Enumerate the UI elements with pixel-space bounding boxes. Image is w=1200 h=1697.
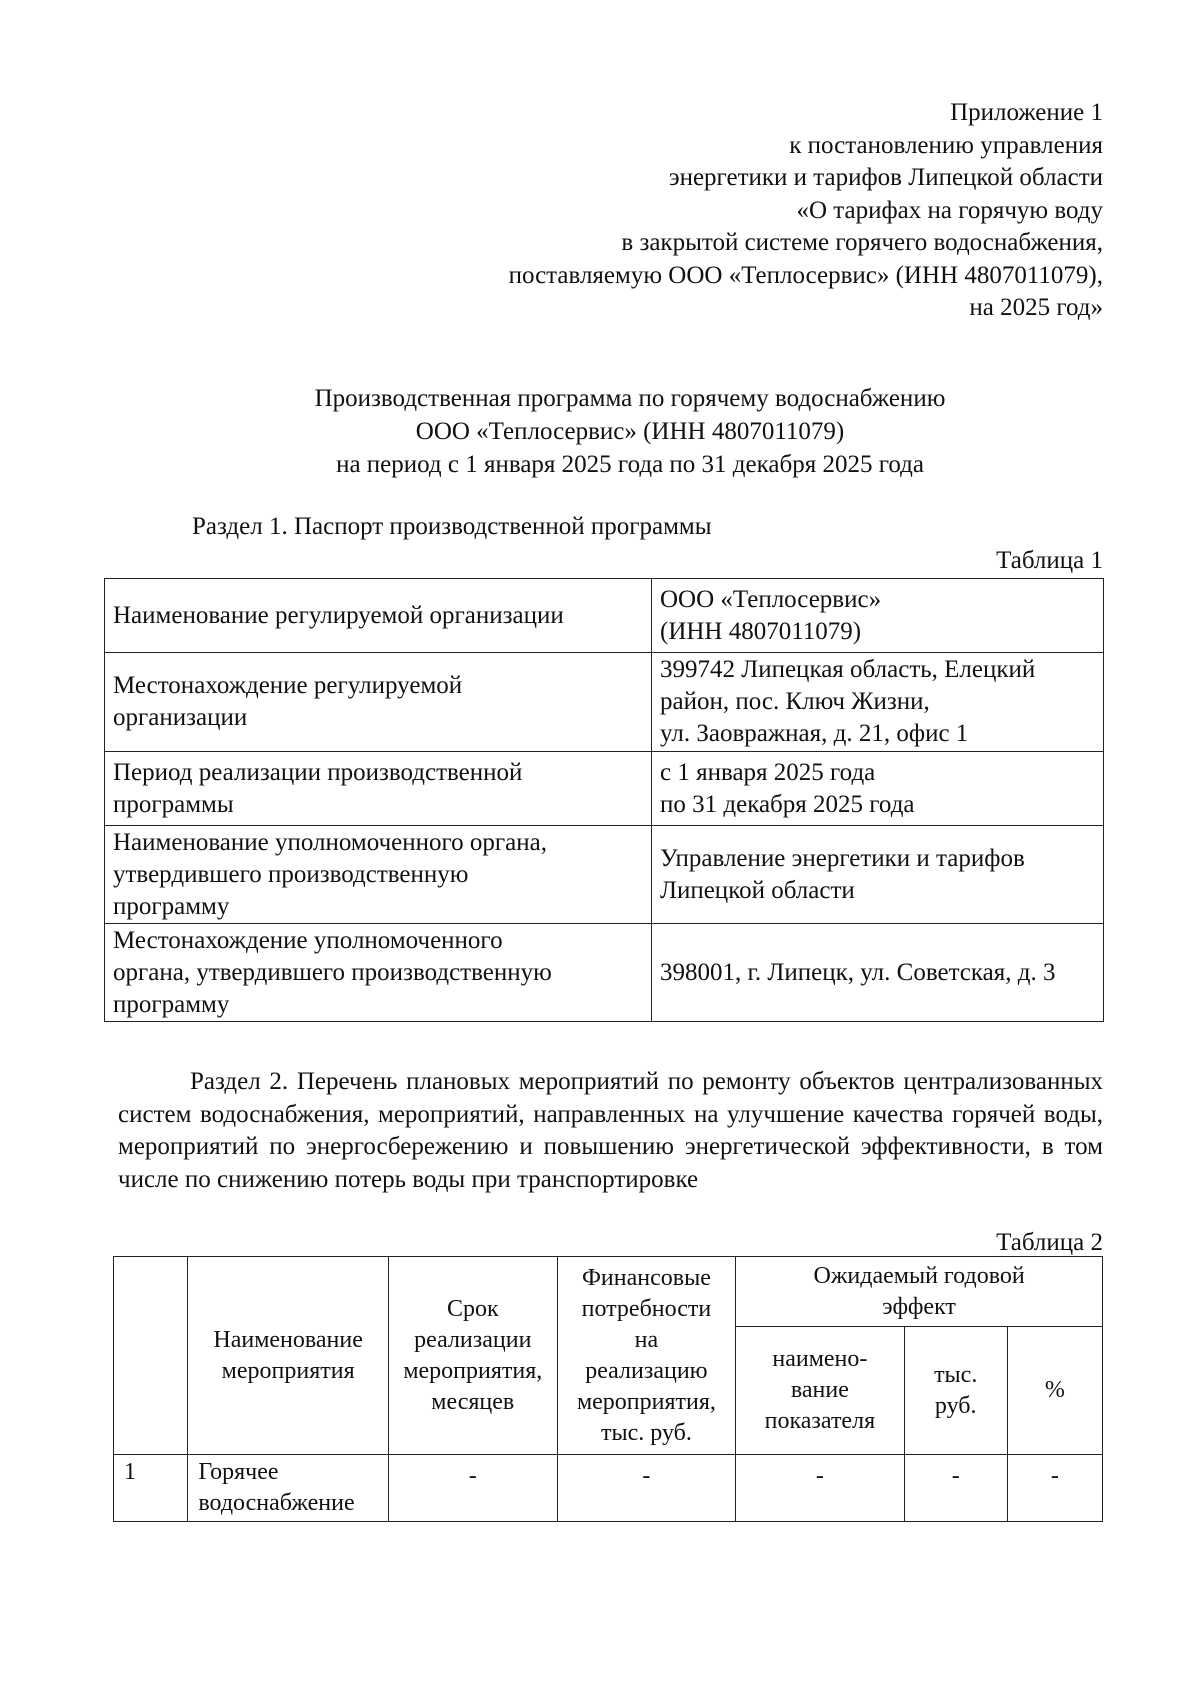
measures-table: [113, 1256, 1103, 1522]
table-cell-label: Наименование регулируемой организации: [105, 579, 652, 653]
table-header-name: Наименование мероприятия: [188, 1257, 389, 1455]
table-cell-value: с 1 января 2025 года по 31 декабря 2025 года: [652, 752, 1104, 826]
table-cell-value: 398001, г. Липецк, ул. Советская, д. 3: [652, 924, 1104, 1022]
appendix-line: на 2025 год»: [969, 294, 1103, 321]
table-cell-effect-name: -: [736, 1455, 904, 1522]
title-line: Производственная программа по горячему водоснабжению: [314, 385, 946, 412]
table-header-term: Срок реализации мероприятия, месяцев: [388, 1257, 557, 1455]
table-cell-num: 1: [114, 1455, 188, 1522]
table-cell-effect-rub: -: [904, 1455, 1007, 1522]
table-row: [105, 653, 1104, 752]
appendix-line: Приложение 1: [950, 99, 1103, 126]
table-cell-value: Управление энергетики и тарифов Липецкой области: [652, 826, 1104, 924]
table-cell-effect-pct: -: [1007, 1455, 1102, 1522]
table-row: [105, 579, 1104, 653]
table-header-effect-rub: тыс. руб.: [904, 1327, 1007, 1455]
title-line: на период с 1 января 2025 года по 31 декабря 2025 года: [336, 451, 924, 478]
table-cell-term: -: [388, 1455, 557, 1522]
table-header-row: [114, 1257, 1103, 1327]
appendix-line: энергетики и тарифов Липецкой области: [668, 164, 1103, 191]
table-header-num: [114, 1257, 188, 1455]
section2-text: Раздел 2. Перечень плановых мероприятий по ремонту объектов централизованных систем водоснабжения, мероприятий, направленных на улучшение качества горячей воды, мероприятий по энергосбережению и повышению энергетической эффективности, в том числе по снижению потерь воды при транспортировке: [118, 1068, 1103, 1193]
document-title: [150, 382, 1110, 481]
appendix-line: «О тарифах на горячую воду: [796, 196, 1103, 224]
table-cell-value: 399742 Липецкая область, Елецкий район, пос. Ключ Жизни, ул. Заовражная, д. 21, офис 1: [652, 653, 1104, 752]
table-cell-name: Горячее водоснабжение: [188, 1455, 389, 1522]
table-cell-label: Наименование уполномоченного органа, утвердившего производственную программу: [105, 826, 652, 924]
appendix-header: [383, 97, 1103, 325]
section1-heading: Раздел 1. Паспорт производственной программы: [192, 513, 712, 540]
table-row: [105, 752, 1104, 826]
section2-heading: [118, 1066, 1103, 1196]
title-line: ООО «Теплосервис» (ИНН 4807011079): [415, 418, 845, 445]
table-header-finance: Финансовые потребности на реализацию мероприятия, тыс. руб.: [557, 1257, 736, 1455]
table-row: [114, 1455, 1103, 1522]
table-cell-label: Период реализации производственной программы: [105, 752, 652, 826]
table1-caption: Таблица 1: [996, 547, 1103, 574]
appendix-line: в закрытой системе горячего водоснабжения,: [621, 229, 1103, 256]
table2-caption: Таблица 2: [996, 1229, 1103, 1256]
table-header-effect-name: наимено- вание показателя: [736, 1327, 904, 1455]
appendix-line: поставляемую ООО «Теплосервис» (ИНН 4807011079),: [508, 261, 1103, 289]
table-cell-finance: -: [557, 1455, 736, 1522]
appendix-line: к постановлению управления: [789, 131, 1103, 159]
table-cell-value: ООО «Теплосервис» (ИНН 4807011079): [652, 579, 1104, 653]
passport-table: [104, 578, 1104, 1022]
table-header-effect-pct: %: [1007, 1327, 1102, 1455]
table-row: [105, 924, 1104, 1022]
table-cell-label: Местонахождение уполномоченного органа, утвердившего производственную программу: [105, 924, 652, 1022]
table-row: [105, 826, 1104, 924]
table-cell-label: Местонахождение регулируемой организации: [105, 653, 652, 752]
table-header-effect: Ожидаемый годовой эффект: [736, 1257, 1103, 1327]
